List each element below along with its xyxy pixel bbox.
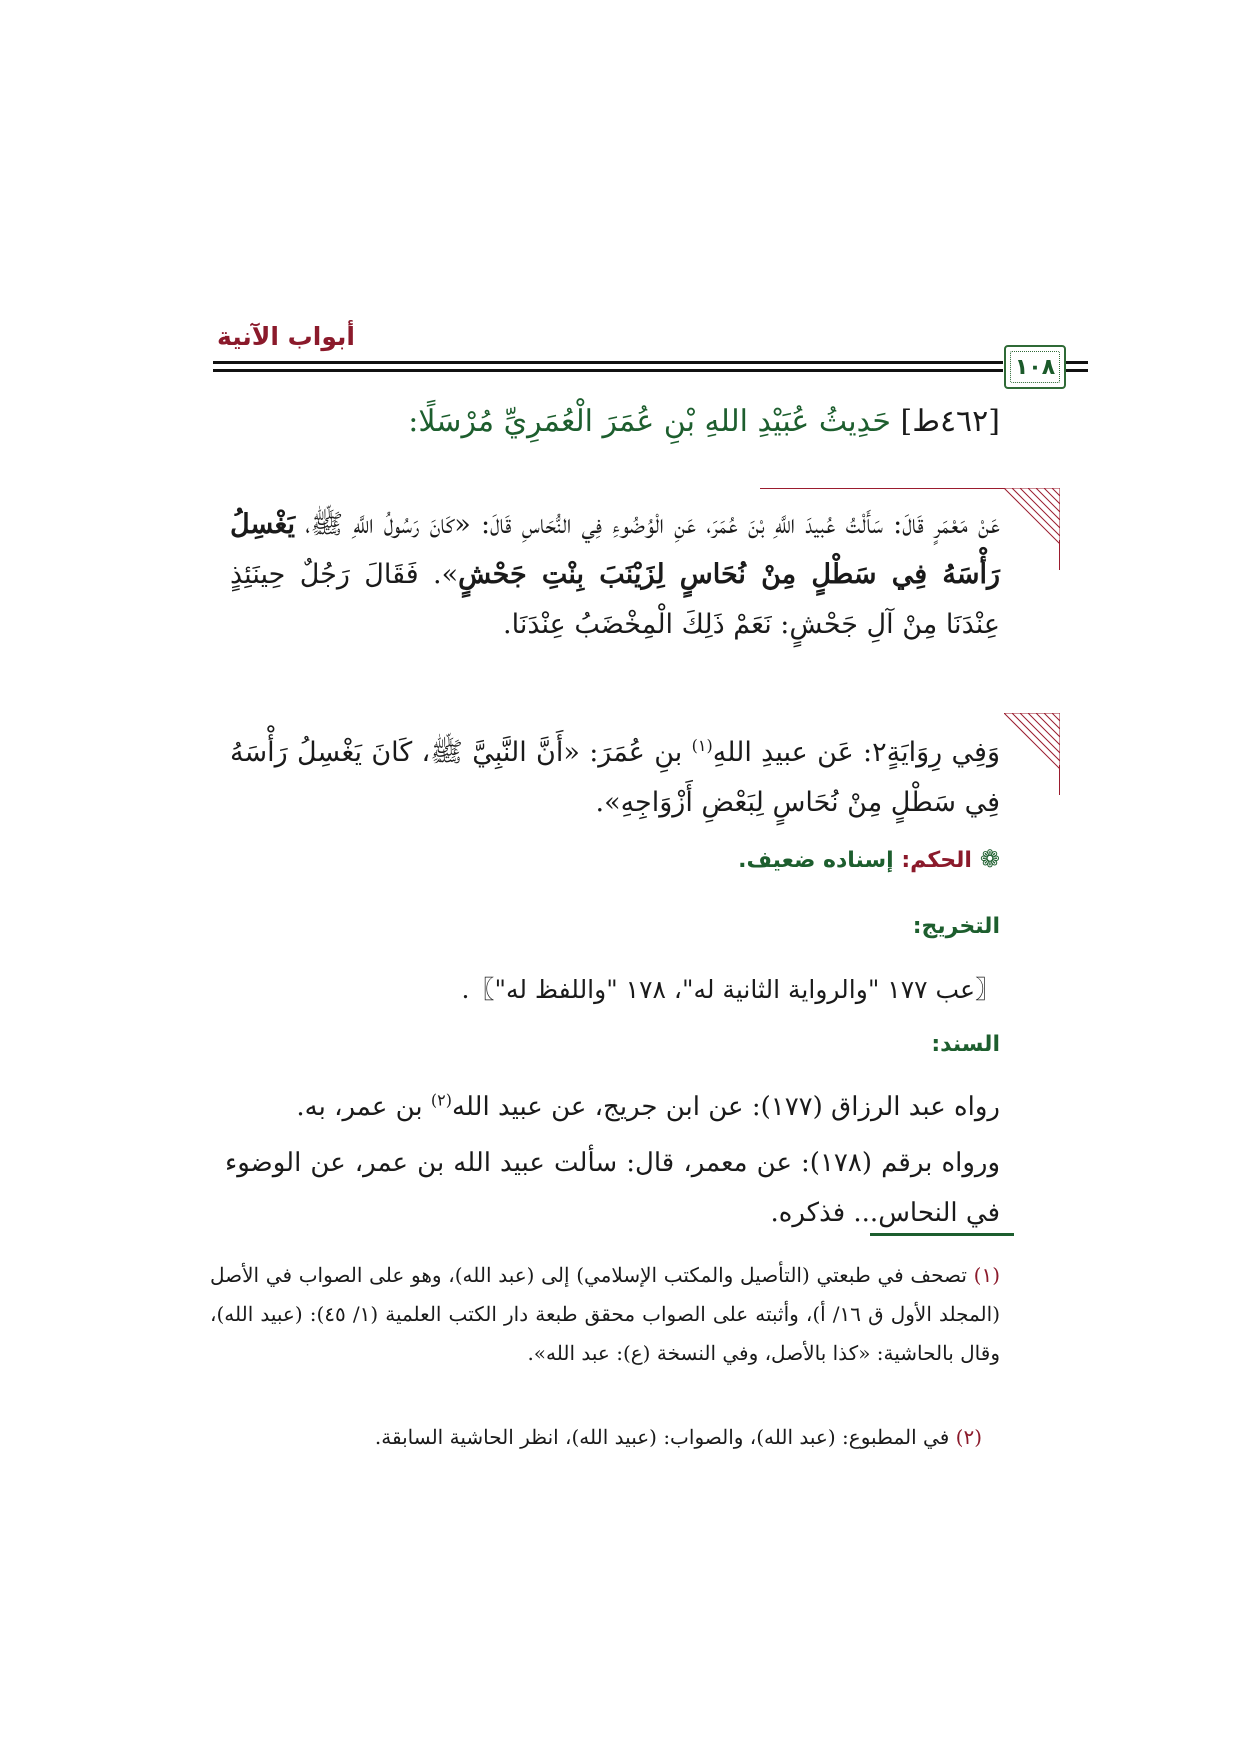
corner-ornament-icon xyxy=(1004,713,1060,769)
takhrij-label: التخريج: xyxy=(912,914,1000,939)
hadith-title: حَدِيثُ عُبَيْدِ اللهِ بْنِ عُمَرَ الْعُمَرِيِّ مُرْسَلًا: xyxy=(408,404,891,439)
footnote-text: تصحف في طبعتي (التأصيل والمكتب الإسلامي) إلى (عبد الله)، وهو على الصواب في الأصل (المجلد الأول ق ١٦/ أ)، وأثبته على الصواب محقق طبعة دار الكتب العلمية (١/ ٤٥): (عبيد الله)، وقال بالحاشية: «كذا بالأصل، وفي النسخة (ع): عبد الله». xyxy=(210,1263,1001,1365)
narration-part: بنِ عُمَرَ: «أَنَّ النَّبِيَّ ﷺ، كَانَ يَغْسِلُ رَأْسَهُ فِي سَطْلٍ مِنْ نُحَاسٍ لِبَعْضِ أَزْوَاجِهِ». xyxy=(230,737,1000,818)
corner-ornament-icon xyxy=(1004,488,1060,544)
hadith-heading xyxy=(200,402,1000,441)
footnote-ref: (٢) xyxy=(430,1090,452,1110)
takhrij-text: 〖عب ١٧٧ "والرواية الثانية له"، ١٧٨ "واللفظ له"〗. xyxy=(461,975,1000,1004)
sanad-line xyxy=(225,1082,1000,1132)
footnote xyxy=(210,1418,982,1457)
header-rule xyxy=(1064,369,1088,372)
page-number-box xyxy=(1004,345,1066,389)
header-rule xyxy=(213,369,1003,372)
divider xyxy=(1059,765,1060,795)
sanad-part: رواه عبد الرزاق (١٧٧): عن ابن جريج، عن عبيد الله xyxy=(452,1092,1000,1122)
hadith-text-bold: يَغْسِلُ رَأْسَهُ فِي سَطْلٍ مِنْ نُحَاسٍ لِزَيْنَبَ بِنْتِ جَحْشٍ xyxy=(230,509,1000,590)
ruling-label: الحكم: xyxy=(901,848,972,873)
footnote-divider xyxy=(870,1233,1014,1236)
ruling-value: إسناده ضعيف. xyxy=(738,848,894,873)
hadith-text xyxy=(230,500,1000,650)
footnote-number: (٢) xyxy=(955,1425,982,1449)
footnote-number: (١) xyxy=(973,1263,1000,1287)
hadith-number: [٤٦٢ط] xyxy=(900,404,1000,439)
section-title: أبواب الآنية xyxy=(217,322,355,351)
hadith-text-part: ». فَقَالَ رَجُلٌ حِينَئِذٍ عِنْدَنَا مِنْ آلِ جَحْشٍ: نَعَمْ ذَلِكَ الْمِخْضَبُ عِنْدَنَا. xyxy=(230,559,1000,640)
narration-text xyxy=(230,728,1000,828)
sanad-part: بن عمر، به. xyxy=(296,1092,431,1122)
ruling xyxy=(230,845,1000,873)
header-rule xyxy=(1064,361,1088,364)
footnote xyxy=(210,1256,1000,1373)
page-number: ١٠٨ xyxy=(1014,354,1056,380)
footnote-text: في المطبوع: (عبد الله)، والصواب: (عبيد الله)، انظر الحاشية السابقة. xyxy=(374,1425,956,1449)
divider xyxy=(1059,540,1060,570)
header-rule xyxy=(213,361,1003,364)
narration-part: وَفِي رِوَايَةٍ٢: عَن عبيدِ اللهِ xyxy=(712,737,1000,768)
hadith-text-part: عَنْ مَعْمَرٍ قَالَ: سَأَلْتُ عُبيدَ اللَّهِ بْنَ عُمَرَ، عَنِ الْوُضُوءِ فِي النُّحَاسِ قَالَ: «كَانَ رَسُولُ اللَّهِ ﷺ، xyxy=(295,509,1000,540)
footnote-ref: (١) xyxy=(691,736,713,755)
flower-ornament-icon: ❁ xyxy=(979,845,1000,873)
divider xyxy=(760,488,1005,489)
sanad-line: ورواه برقم (١٧٨): عن معمر، قال: سألت عبيد الله بن عمر، عن الوضوء في النحاس... فذكره. xyxy=(225,1148,1001,1228)
sanad-label: السند: xyxy=(931,1032,1000,1057)
